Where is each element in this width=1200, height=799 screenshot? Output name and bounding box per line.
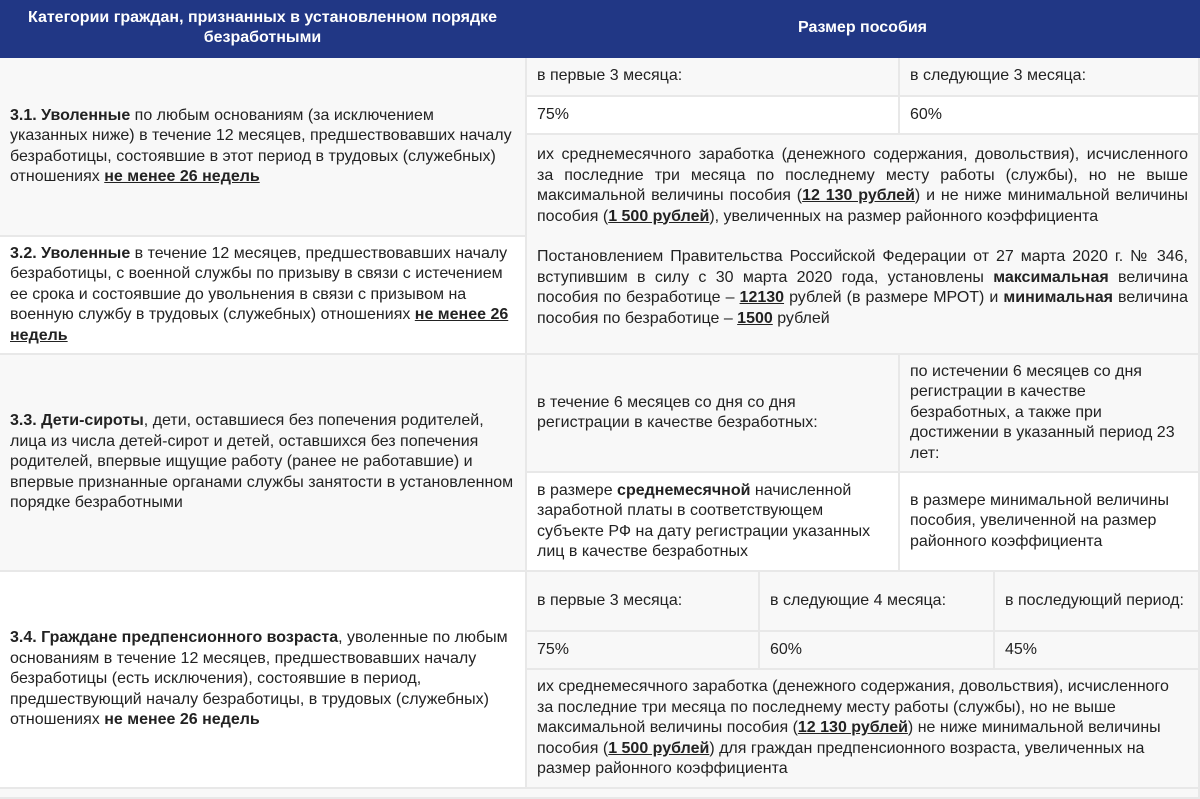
label: по истечении 6 месяцев со дня регистрации в качестве безработных, а также при достижении в указанный период 23 лет: [910,362,1175,462]
emphasis: не менее 26 недель [104,711,260,729]
min-amount: 1 500 рублей [608,739,710,757]
t: в размере [537,481,618,499]
period-label [527,58,900,97]
t: ) не ниже минимальной величины пособия ( [537,719,1161,757]
period-value [527,473,900,572]
value: 75% [537,640,570,658]
next-row [0,789,1200,799]
t: максимальная [993,268,1109,286]
category-3-3 [0,355,527,572]
value: в размере минимальной величины пособия, увеличенной на размер районного коэффициента [910,491,1170,550]
t: минимальная [1003,289,1113,306]
header-benefit-size [527,0,1200,58]
value: 75% [537,105,570,123]
category-text: в течение 12 месяцев, предшествовавших началу безработицы, с военной службы по призыву в связи с истечением ее срока и состоявшие до увольнения в связи с призывом на военную службу в трудовых (служебных) отношениях [10,244,508,324]
t: рублей (в размере МРОТ) и [784,289,1004,306]
value: 45% [1005,640,1038,658]
period-label [900,58,1200,97]
period-value [760,632,995,670]
label: в течение 6 месяцев со дня со дня регистрации в качестве безработных: [537,393,818,431]
max-amount: 12130 [739,289,785,306]
emphasis: не менее 26 недель [104,168,260,185]
t: ), увеличенных на размер районного коэффициента [709,207,1099,225]
header-text: Категории граждан, признанных в установленном порядке безработными [27,8,498,46]
category-3-1 [0,58,527,237]
header-categories [0,0,527,58]
category-3-2 [0,237,527,355]
label: в первые 3 месяца: [537,591,683,609]
min-amount: 1500 [737,309,773,327]
t: их среднемесячного заработка (денежного содержания, довольствия), исчисленного за последние три месяца по последнему месту работы (службы), но не выше максимальной величины пособия ( [537,146,1188,204]
category-number: 3.2. Уволенные [10,244,131,262]
max-amount: 12 130 рублей [797,719,908,737]
t: начисленной заработной платы в соответствующем субъекте РФ на дату регистрации указанных лиц в качестве безработных [537,481,871,560]
period-value [995,632,1200,670]
t: их среднемесячного заработка (денежного содержания, довольствия), исчисленного за последние три месяца по последнему месту работы (службы), но не выше максимальной величины пособия ( [537,678,1169,737]
value: 60% [910,105,943,123]
max-amount: 12 130 рублей [802,187,915,204]
period-value [900,97,1200,135]
period-label [760,572,995,632]
emphasis: не менее 26 недель [10,306,509,344]
t: рублей [772,309,830,327]
t: Постановлением Правительства Российской Федерации от 27 марта 2020 г. № 346, вступившим в силу с 30 марта 2020 года, установлены [537,248,1188,286]
label: в первые 3 месяца: [537,67,683,85]
benefit-description [527,670,1200,789]
t: ) и не ниже минимальной величины пособия ( [537,187,1189,225]
category-number: 3.4. Граждане предпенсионного возраста [10,629,339,647]
min-amount: 1 500 рублей [608,207,710,225]
period-value [527,632,760,670]
category-text: , дети, оставшиеся без попечения родителей, лица из числа детей-сирот и детей, оставшихся без попечения родителей, впервые ищущие работу (ранее не работавшие) и впервые признанные органами службы занятости в установленном порядке безработными [10,412,514,512]
period-label [995,572,1200,632]
category-number: 3.1. Уволенные [10,106,131,124]
label: в следующие 4 месяца: [770,591,947,609]
category-text: по любым основаниям (за исключением указанных ниже) в течение 12 месяцев, предшествовавших началу безработицы, состоявшие в этот период в трудовых (служебных) отношениях [10,106,512,185]
t: величина пособия по безработице – [537,268,1188,306]
t: величина пособия по безработице – [537,289,1189,327]
benefit-text [537,145,1188,227]
header-text: Размер пособия [797,18,927,36]
period-label [527,355,900,473]
t: среднемесячной [617,481,751,499]
category-3-4 [0,572,527,789]
period-label [527,572,760,632]
label: в следующие 3 месяца: [910,67,1087,85]
benefit-text [537,677,1188,780]
benefit-description [527,135,1200,355]
period-label [900,355,1200,473]
value: 60% [770,640,803,658]
category-text: , уволенные по любым основаниям в течение 12 месяцев, предшествовавших началу безработицы (есть исключения), состоявшие в период, предшествующий началу безработицы, в трудовых (служебных) отношениях [10,629,508,729]
decree-text [537,247,1188,329]
label: в последующий период: [1005,591,1184,609]
period-value [527,97,900,135]
period-value [900,473,1200,572]
t: ) для граждан предпенсионного возраста, увеличенных на размер районного коэффициента [537,739,1145,778]
category-number: 3.3. Дети-сироты [10,412,144,430]
